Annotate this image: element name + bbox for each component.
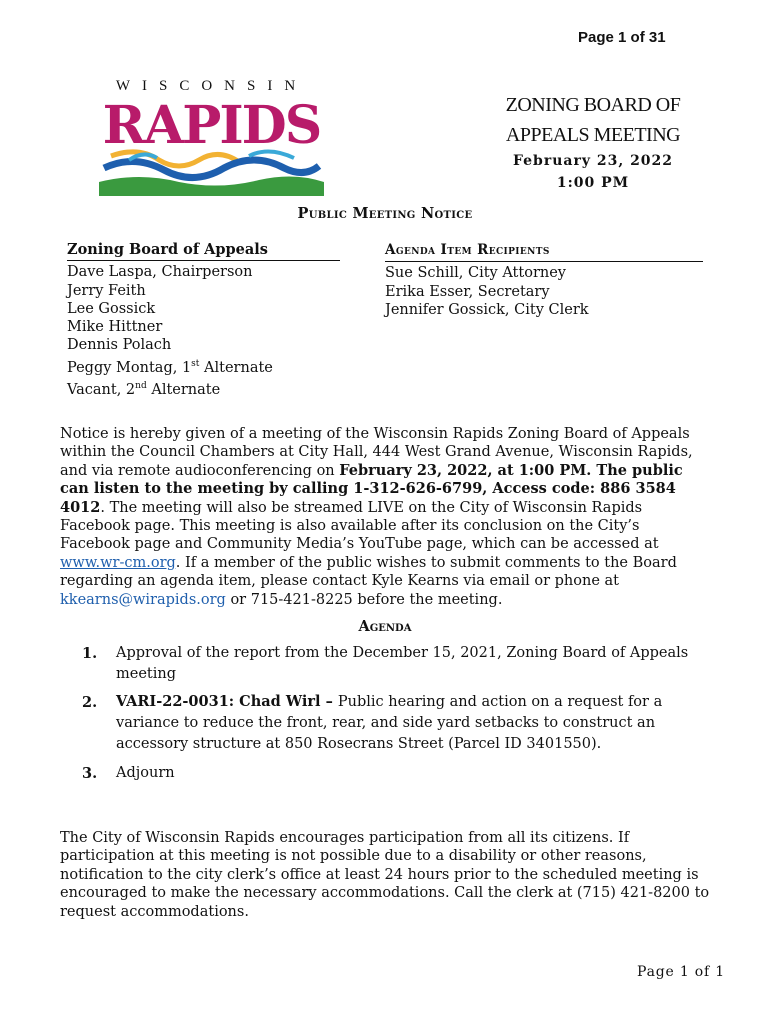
page-number-header: Page 1 of 31 <box>578 29 666 46</box>
board-members-list <box>67 241 340 399</box>
logo-rapids-text: RAPIDS <box>102 95 321 156</box>
recipient: Erika Esser, Secretary <box>385 283 550 300</box>
logo-wisconsin-text: WISCONSIN <box>115 78 308 94</box>
board-member: Lee Gossick <box>67 300 156 317</box>
agenda-item-number: 1. <box>82 645 98 662</box>
accessibility-paragraph: The City of Wisconsin Rapids encourages participation from all its citizens. If participation at this meeting is not possible due to a disability or other reasons, notification to the city clerk’s office at least 24 hours prior to the scheduled meeting is encouraged to make the necessary accommodations. Call the clerk at (715) 421-8200 to request accommodations. <box>60 830 710 920</box>
notice-title: Public Meeting Notice <box>297 205 473 222</box>
board-member: Dennis Polach <box>67 337 172 354</box>
agenda-item-text: Adjourn <box>116 765 175 781</box>
logo-waves-icon <box>99 146 324 196</box>
agenda-item-number: 2. <box>82 694 98 711</box>
meeting-date: February 23, 2022 <box>512 153 674 169</box>
agenda-item-text: Approval of the report from the December 15, 2021, Zoning Board of Appeals meeting <box>116 645 689 682</box>
page-number-footer: Page 1 of 1 <box>637 964 725 980</box>
board-member: Mike Hittner <box>67 319 163 336</box>
meeting-datetime <box>478 150 708 194</box>
recipient: Jennifer Gossick, City Clerk <box>385 301 589 318</box>
board-member: Jerry Feith <box>67 282 146 299</box>
agenda-title: Agenda <box>358 618 412 635</box>
meeting-title-line1: ZONING BOARD OF <box>505 94 681 116</box>
board-member: Dave Laspa, Chairperson <box>67 264 253 281</box>
board-heading: Zoning Board of Appeals <box>67 241 340 261</box>
meeting-title-line2: APPEALS MEETING <box>505 124 681 146</box>
website-link[interactable]: www.wr-cm.org <box>60 554 176 571</box>
board-alternate-2: Vacant, 2nd Alternate <box>67 380 221 398</box>
email-link[interactable]: kkearns@wirapids.org <box>60 591 226 608</box>
meeting-title <box>478 90 708 150</box>
agenda-item-number: 3. <box>82 765 98 782</box>
recipients-heading: Agenda Item Recipients <box>385 241 703 262</box>
recipients-list <box>385 241 703 319</box>
recipient: Sue Schill, City Attorney <box>385 265 566 282</box>
notice-paragraph: Notice is hereby given of a meeting of the Wisconsin Rapids Zoning Board of Appeals within the Council Chambers at City Hall, 444 West Grand Avenue, Wisconsin Rapids, and via remote audioconferencing on February 23, 2022, at 1:00 PM. The public can listen to the meeting by calling 1-312-626-6799, Access code: 886 3584 4012. The meeting will also be streamed LIVE on the City of Wisconsin Rapids Facebook page. This meeting is also available after its conclusion on the City’s Facebook page and Community Media’s YouTube page, which can be accessed at www.wr-cm.org. If a member of the public wishes to submit comments to the Board regarding an agenda item, please contact Kyle Kearns via email or phone at kkearns@wirapids.org or 715-421-8225 before the meeting. <box>60 426 693 608</box>
agenda-item-text: VARI-22-0031: Chad Wirl – Public hearing and action on a request for a variance to reduce the front, rear, and side yard setbacks to construct an accessory structure at 850 Rosecrans Street (Parcel ID 3401550). <box>116 693 663 752</box>
board-alternate-1: Peggy Montag, 1st Alternate <box>67 358 273 376</box>
city-logo <box>99 78 324 196</box>
meeting-time: 1:00 PM <box>556 175 630 191</box>
